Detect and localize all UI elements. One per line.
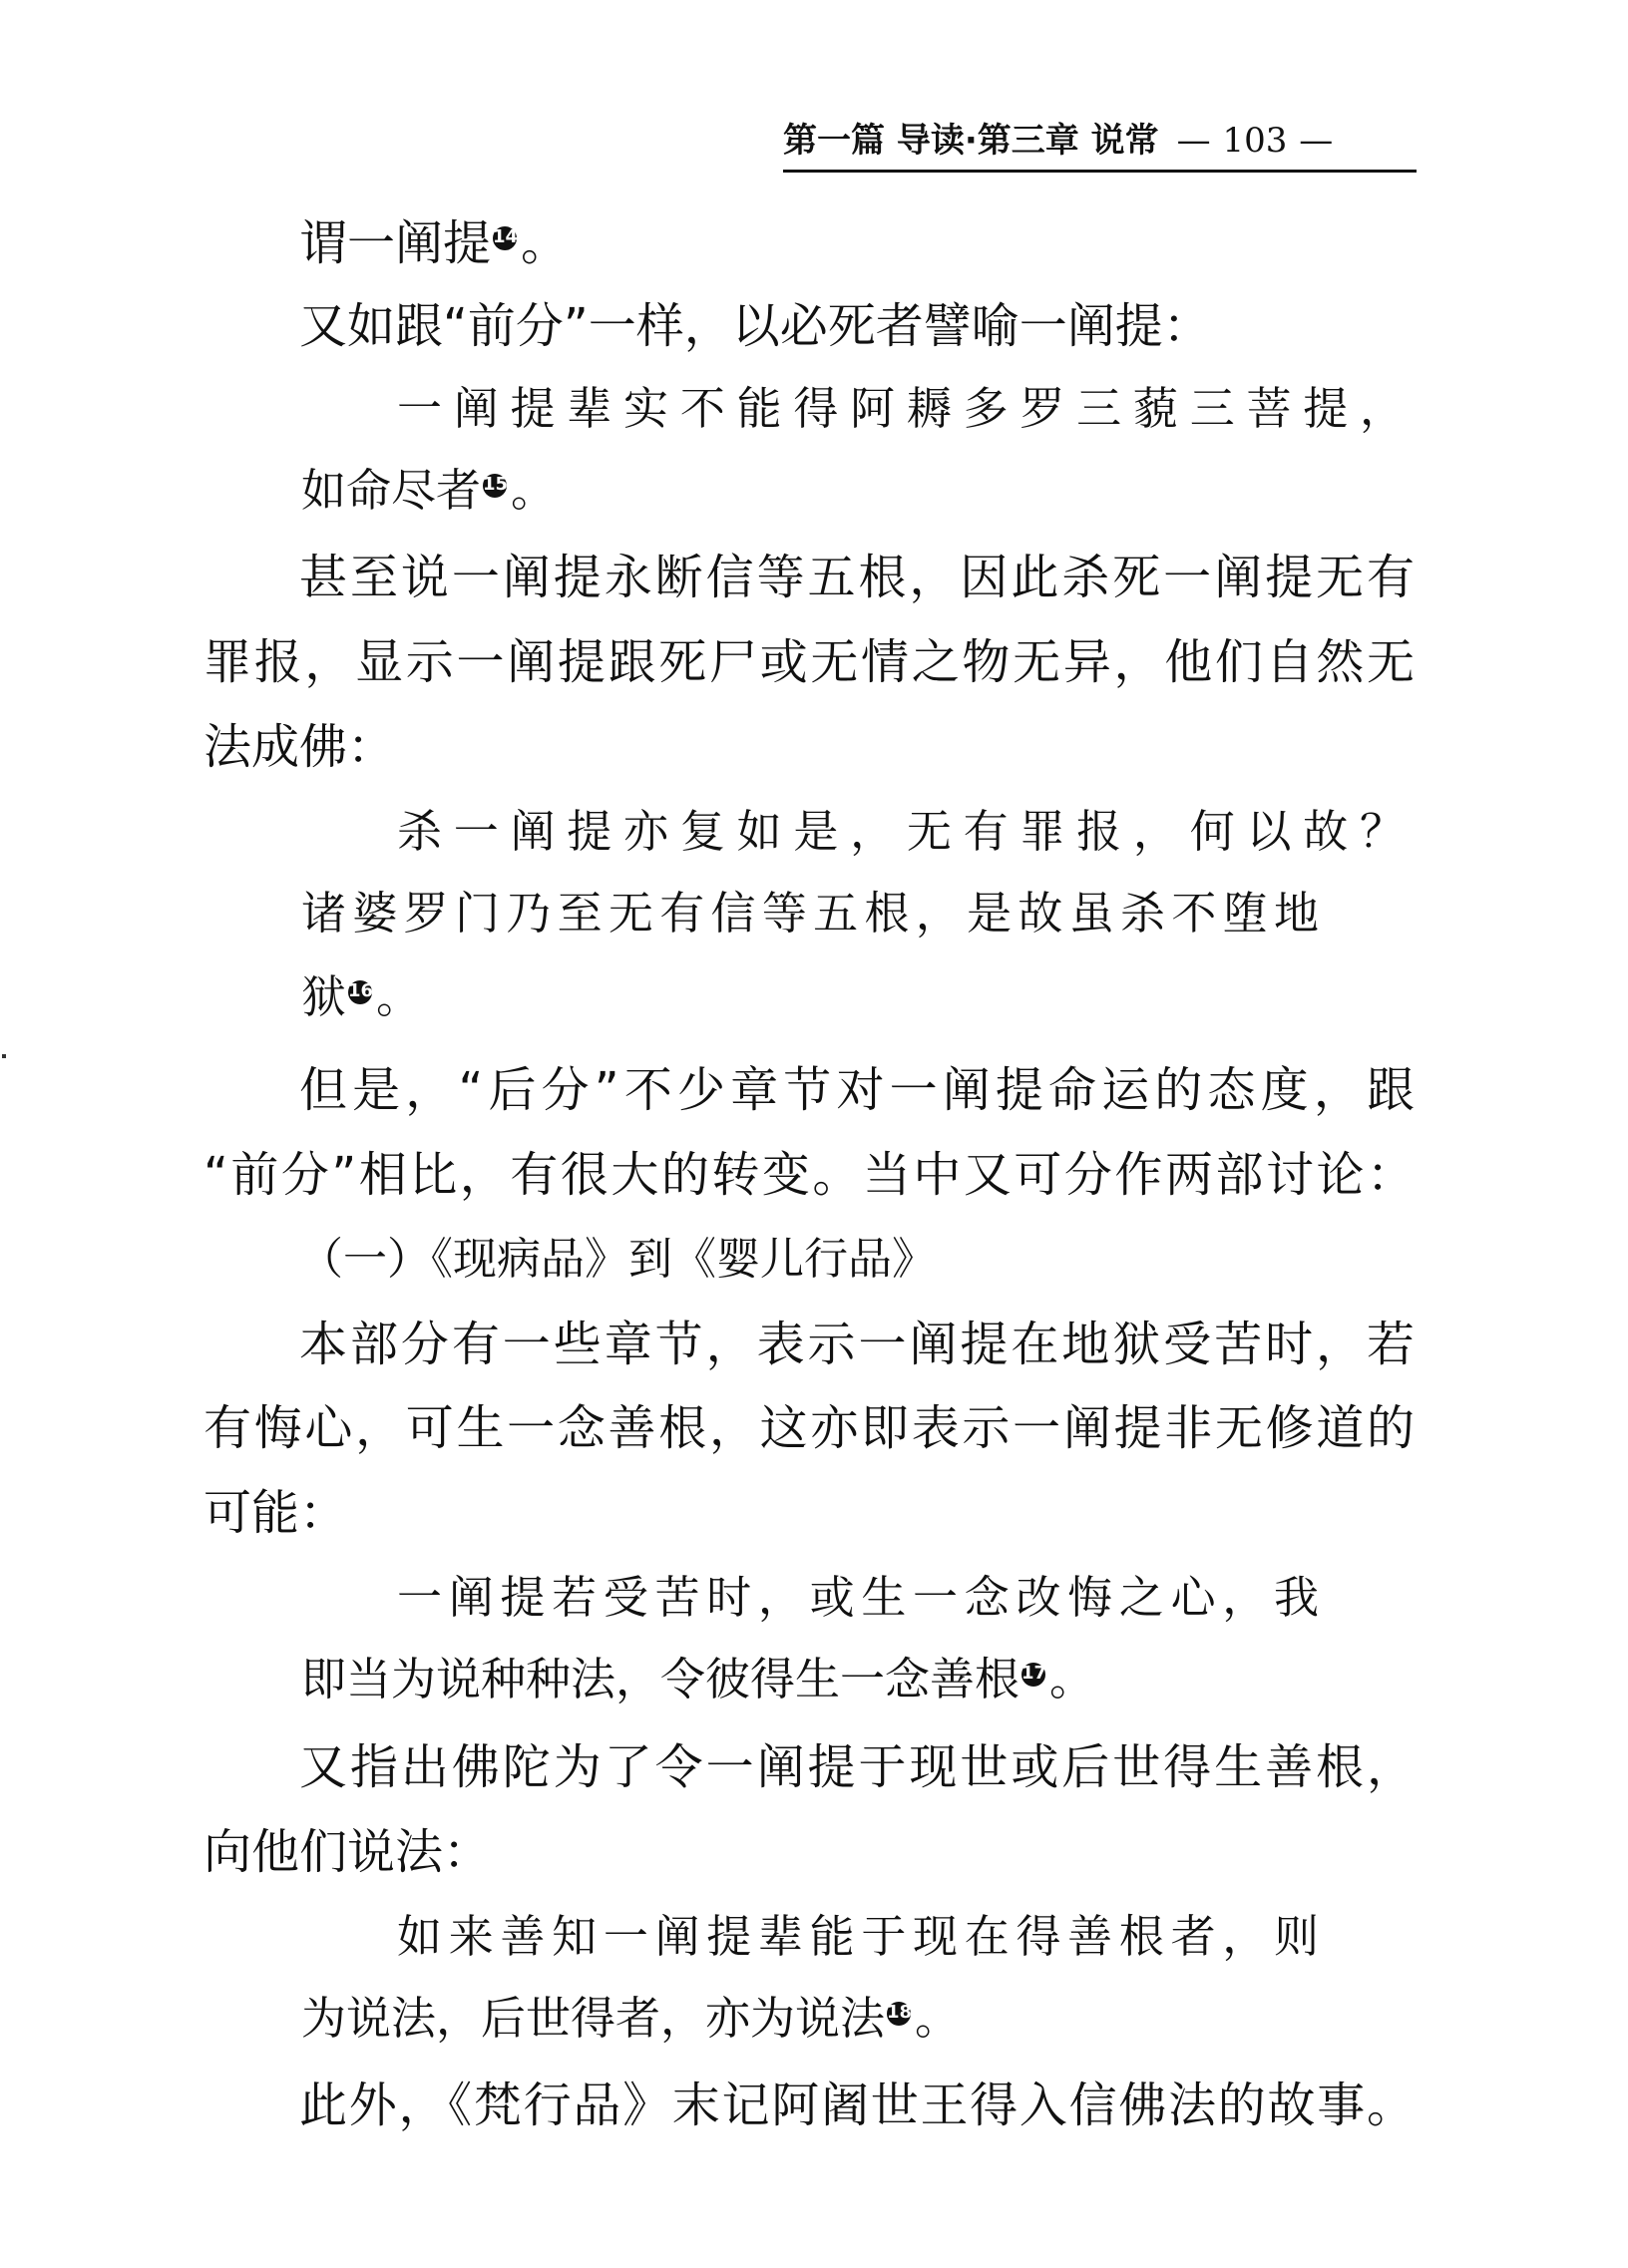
quote-line-6: 一阐提若受苦时，或生一念改悔之心，我 xyxy=(397,1571,1319,1624)
text-line-20: 向他们说法： xyxy=(204,1824,492,1880)
quote-line-1: 一阐提辈实不能得阿耨多罗三藐三菩提， xyxy=(397,382,1405,435)
text-line-12: “前分”相比，有很大的转变。当中又可分作两部讨论： xyxy=(204,1147,1415,1203)
footnote-marker: 14 xyxy=(493,226,517,250)
scan-speck xyxy=(2,1054,6,1058)
text-line-5: 甚至说一阐提永断信等五根，因此杀死一阐提无有 xyxy=(299,550,1415,605)
footnote-marker: 15 xyxy=(483,474,507,498)
section-heading: （一）《现病品》到《婴儿行品》 xyxy=(299,1234,936,1285)
text-line-23: 此外，《梵行品》末记阿阇世王得入信佛法的故事。 xyxy=(299,2078,1415,2133)
text-line-11: 但是，“后分”不少章节对一阐提命运的态度，跟 xyxy=(299,1062,1415,1118)
text-line-1: 谓一阐提 14。 xyxy=(299,215,570,271)
quote-line-4: 诸婆罗门乃至无有信等五根，是故虽杀不堕地 xyxy=(301,887,1319,940)
text-line-15: 有悔心，可生一念善根，这亦即表示一阐提非无修道的 xyxy=(204,1400,1415,1456)
quote-line-8: 如来善知一阐提辈能于现在得善根者，则 xyxy=(397,1910,1319,1963)
header-dash-left: — xyxy=(1176,121,1211,161)
footnote-marker: 17 xyxy=(1021,1663,1045,1687)
footnote-marker: 16 xyxy=(348,980,372,1004)
header-title: 第一篇 导读·第三章 说常 xyxy=(783,121,1159,161)
text-line-2: 又如跟“前分”一样，以必死者譬喻一阐提： xyxy=(299,298,1211,354)
running-header xyxy=(783,112,1417,173)
text-line-19: 又指出佛陀为了令一阐提于现世或后世得生善根， xyxy=(299,1739,1415,1795)
quote-line-9: 为说法，后世得者，亦为说法 18。 xyxy=(301,1992,961,2045)
header-dash-right: — xyxy=(1299,121,1334,161)
text-line-6: 罪报，显示一阐提跟死尸或无情之物无异，他们自然无 xyxy=(204,634,1415,690)
text-line-16: 可能： xyxy=(204,1485,348,1541)
quote-line-3: 杀一阐提亦复如是，无有罪报，何以故？ xyxy=(397,805,1405,858)
page-number: 103 xyxy=(1222,121,1288,161)
quote-line-7: 即当为说种种法，令彼得生一念善根 17。 xyxy=(301,1653,1095,1705)
text-line-14: 本部分有一些章节，表示一阐提在地狱受苦时，若 xyxy=(299,1317,1415,1372)
footnote-marker: 18 xyxy=(887,2002,911,2026)
quote-line-2: 如命尽者 15。 xyxy=(301,464,557,517)
quote-line-5: 狱 16。 xyxy=(301,970,422,1023)
text-line-7: 法成佛： xyxy=(204,719,396,775)
